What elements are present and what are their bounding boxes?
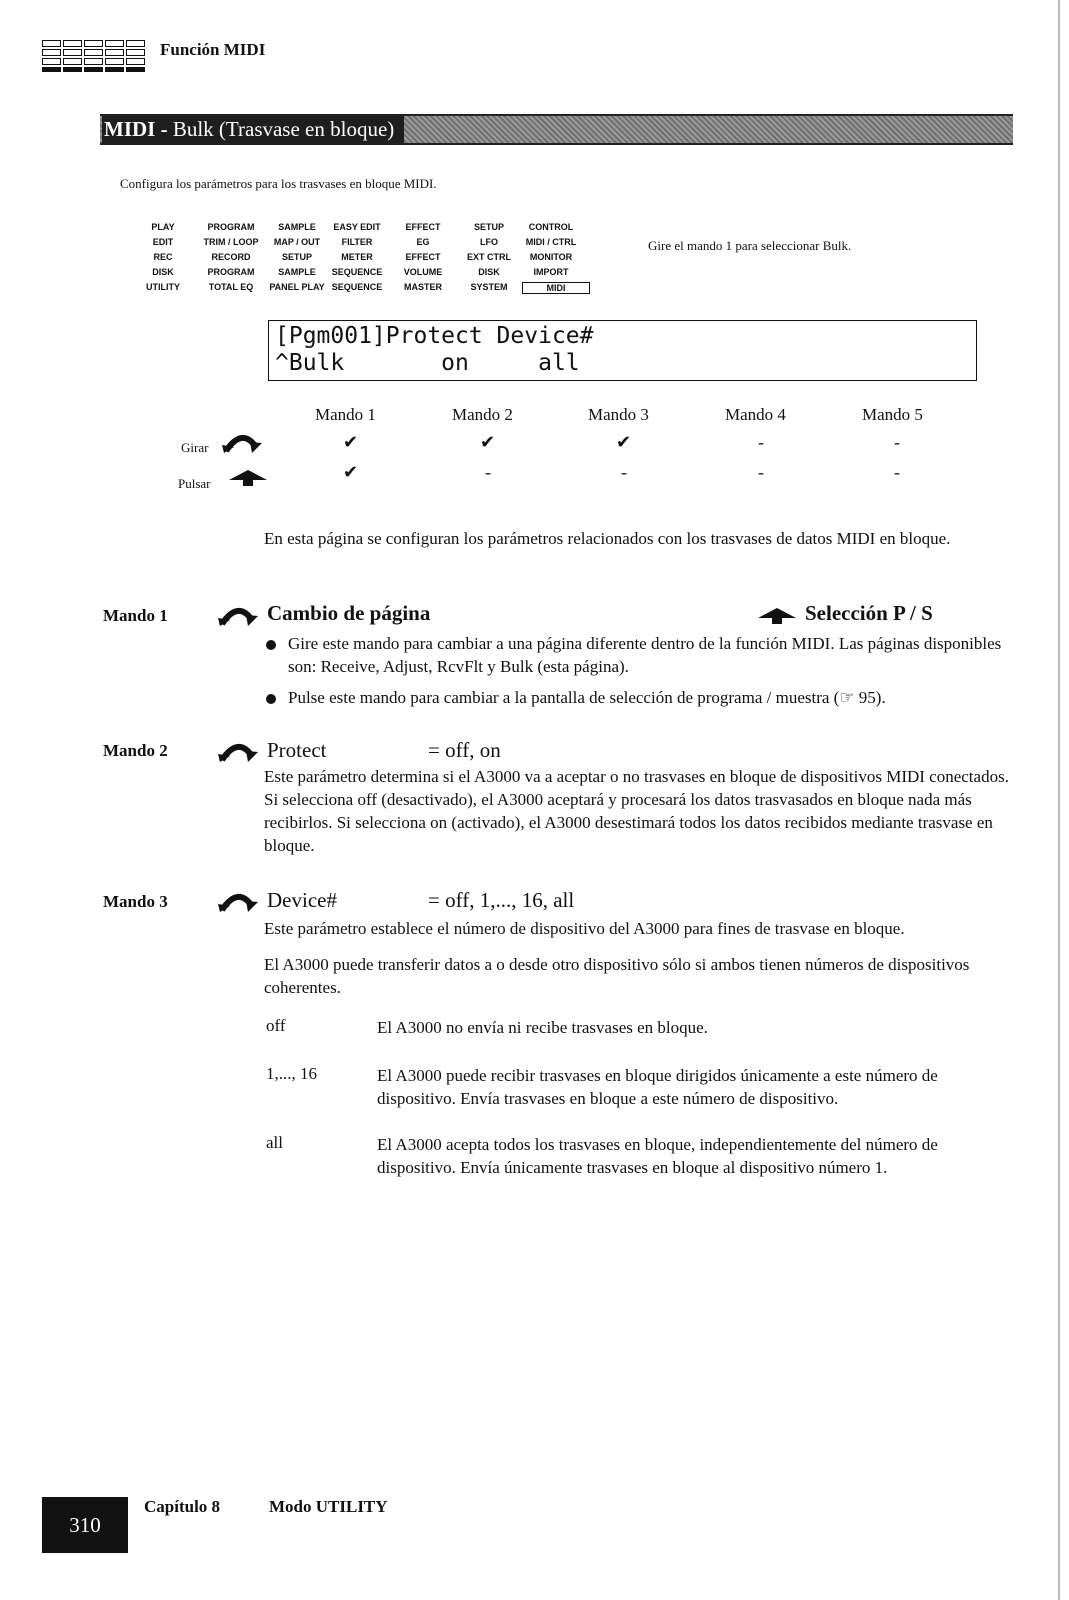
knob-header: Mando 2 bbox=[452, 405, 513, 424]
menu-item: TOTAL EQ bbox=[208, 282, 254, 292]
option-desc: El A3000 acepta todos los trasvases en bloque, independientemente del número de dispositivo. Envía únicamente trasvases en bloque al dispositivo número 1. bbox=[377, 1135, 938, 1177]
turn-cell: - bbox=[894, 432, 900, 452]
menu-item: SAMPLE bbox=[278, 222, 316, 232]
lcd-line-1: [Pgm001]Protect Device# bbox=[275, 323, 594, 349]
menu-item: CONTROL bbox=[528, 222, 574, 232]
menu-item: REC bbox=[153, 252, 173, 262]
function-icon bbox=[42, 40, 145, 78]
option-desc: El A3000 puede recibir trasvases en bloque dirigidos únicamente a este número de dispositivo. Envía trasvases en bloque a este número de dispositivo. bbox=[377, 1066, 938, 1108]
push-cell: - bbox=[485, 462, 491, 482]
turn-cell: ✔ bbox=[616, 432, 632, 452]
menu-item: VOLUME bbox=[403, 267, 443, 277]
menu-item: SETUP bbox=[473, 222, 504, 232]
menu-item: MAP / OUT bbox=[273, 237, 321, 247]
menu-item: EFFECT bbox=[405, 252, 441, 262]
option-term: off bbox=[266, 1016, 286, 1035]
push-arrow-icon bbox=[229, 470, 267, 486]
page-edge bbox=[1058, 0, 1060, 1600]
page-number: 310 bbox=[42, 1497, 128, 1553]
push-cell: ✔ bbox=[343, 462, 359, 482]
turn-cell: - bbox=[758, 432, 764, 452]
intro-text: Configura los parámetros para los trasvases en bloque MIDI. bbox=[120, 176, 437, 191]
turn-arrow-icon bbox=[218, 892, 258, 912]
section-title bbox=[102, 116, 404, 143]
option-term: all bbox=[266, 1133, 283, 1152]
turn-cell: ✔ bbox=[480, 432, 496, 452]
knob-header: Mando 4 bbox=[725, 405, 786, 424]
turn-label: Girar bbox=[181, 440, 209, 455]
section-title-bold: MIDI - bbox=[104, 117, 168, 141]
bullet-item: Gire este mando para cambiar a una página diferente dentro de la función MIDI. Las páginas disponibles son: Receive, Adjust, RcvFlt y Bulk (esta página). bbox=[264, 632, 1014, 678]
push-cell: - bbox=[758, 462, 764, 482]
mando-3-text-2: El A3000 puede transferir datos a o desde otro dispositivo sólo si ambos tienen números de dispositivos coherentes. bbox=[264, 955, 970, 997]
menu-item: METER bbox=[341, 252, 373, 262]
menu-item: DISK bbox=[478, 267, 500, 277]
menu-item: MONITOR bbox=[529, 252, 573, 262]
mando-2-text: Este parámetro determina si el A3000 va a aceptar o no trasvases en bloque de dispositivos MIDI conectados. Si selecciona off (desactivado), el A3000 aceptará y procesará los datos trasvasados en bloque nada más recibirlos. Si selecciona on (activado), el A3000 desestimará todos los datos recibidos mediante trasvase en bloque. bbox=[264, 767, 1009, 855]
menu-item: EG bbox=[416, 237, 430, 247]
section-banner bbox=[100, 114, 1013, 145]
mando-2-param: Protect bbox=[267, 738, 327, 762]
menu-item: EXT CTRL bbox=[467, 252, 511, 262]
turn-arrow-icon bbox=[218, 606, 258, 626]
push-label: Pulsar bbox=[178, 476, 211, 491]
push-cell: - bbox=[621, 462, 627, 482]
menu-item: PLAY bbox=[151, 222, 175, 232]
mando-3-param: Device# bbox=[267, 888, 337, 912]
menu-item: PROGRAM bbox=[207, 267, 255, 277]
menu-item: EDIT bbox=[152, 237, 174, 247]
menu-item: EFFECT bbox=[405, 222, 441, 232]
menu-item: PANEL PLAY bbox=[269, 282, 325, 292]
mando-1-turn-title: Cambio de página bbox=[267, 601, 431, 625]
menu-item: IMPORT bbox=[533, 267, 569, 277]
menu-item: TRIM / LOOP bbox=[203, 237, 259, 247]
page-header-title: Función MIDI bbox=[160, 40, 266, 59]
menu-item: SEQUENCE bbox=[331, 282, 383, 292]
menu-item: MASTER bbox=[404, 282, 442, 292]
menu-item: SYSTEM bbox=[470, 282, 508, 292]
footer-mode: Modo UTILITY bbox=[269, 1497, 388, 1516]
knob-header: Mando 1 bbox=[315, 405, 376, 424]
lcd-display bbox=[268, 320, 977, 381]
bullet-item: Pulse este mando para cambiar a la pantalla de selección de programa / muestra (☞ 95). bbox=[264, 686, 1014, 709]
mando-3-label: Mando 3 bbox=[103, 892, 168, 911]
menu-item: EASY EDIT bbox=[333, 222, 381, 232]
mando-1-label: Mando 1 bbox=[103, 606, 168, 625]
turn-arrow-icon bbox=[222, 433, 262, 453]
menu-item: UTILITY bbox=[146, 282, 180, 292]
mando-1-push-title: Selección P / S bbox=[805, 601, 933, 625]
option-desc: El A3000 no envía ni recibe trasvases en bloque. bbox=[377, 1018, 708, 1037]
menu-note: Gire el mando 1 para seleccionar Bulk. bbox=[648, 238, 852, 253]
footer-chapter: Capítulo 8 bbox=[144, 1497, 221, 1516]
push-arrow-icon bbox=[758, 608, 796, 624]
push-cell: - bbox=[894, 462, 900, 482]
mando-3-values: = off, 1,..., 16, all bbox=[428, 888, 575, 912]
section-title-rest: Bulk (Trasvase en bloque) bbox=[167, 117, 395, 141]
menu-item: LFO bbox=[480, 237, 498, 247]
menu-item: DISK bbox=[152, 267, 174, 277]
mando-2-values: = off, on bbox=[428, 738, 501, 762]
knob-header: Mando 3 bbox=[588, 405, 649, 424]
page-intro: En esta página se configuran los parámetros relacionados con los trasvases de datos MIDI en bloque. bbox=[264, 529, 951, 548]
mando-2-label: Mando 2 bbox=[103, 741, 168, 760]
turn-arrow-icon bbox=[218, 742, 258, 762]
knob-header: Mando 5 bbox=[862, 405, 923, 424]
option-term: 1,..., 16 bbox=[266, 1064, 317, 1083]
lcd-line-2: ^Bulk on all bbox=[275, 350, 580, 376]
menu-item: RECORD bbox=[211, 252, 251, 262]
mando-3-text-1: Este parámetro establece el número de dispositivo del A3000 para fines de trasvase en bloque. bbox=[264, 919, 905, 938]
menu-item: SEQUENCE bbox=[331, 267, 383, 277]
menu-item: PROGRAM bbox=[207, 222, 255, 232]
menu-item: SETUP bbox=[281, 252, 312, 262]
mando-1-bullets bbox=[264, 632, 1014, 717]
menu-item: FILTER bbox=[341, 237, 373, 247]
menu-item: MIDI / CTRL bbox=[525, 237, 577, 247]
turn-cell: ✔ bbox=[343, 432, 359, 452]
menu-item: SAMPLE bbox=[278, 267, 316, 277]
menu-item-selected: MIDI bbox=[522, 282, 590, 294]
